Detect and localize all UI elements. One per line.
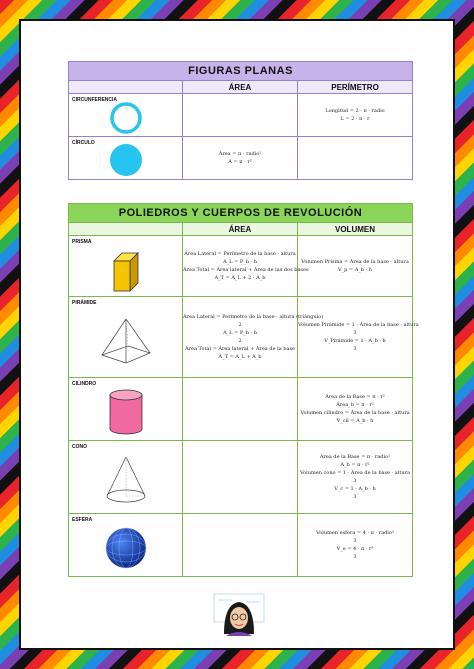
area-formula: Área Lateral = Perímetro de la base · altura A_L = P_b · h Área Total = Área lateral + Área de las dos bases A_T = A_L + 2 · A_b <box>183 251 309 281</box>
area-cell <box>183 441 298 514</box>
perimeter-cell <box>298 137 413 180</box>
row-esfera <box>69 514 413 577</box>
area-formula: Área Lateral = Perímetro de la base · altura (triángulo) 2 A_L = P_b · h 2 Área Total = Área lateral + Área de la base A_T = A_L + A_b <box>183 314 324 360</box>
volume-formula: Volumen Pirámide = 1 · Área de la base · altura 3 V_Pirámide = 1 · A_b · h 3 <box>298 322 419 352</box>
plane-figures-table <box>68 61 413 180</box>
header-empty <box>69 223 183 236</box>
row-prisma <box>69 236 413 297</box>
solids-title: POLIEDROS Y CUERPOS DE REVOLUCIÓN <box>69 204 413 223</box>
row-circunferencia <box>69 94 413 137</box>
volume-formula: Área de la Base = π · radio² A_b = π · r² Volumen cono = 1 · Área de la base · altura 3 V_c = 1 · A_b · h 3 <box>300 454 410 500</box>
perimeter-formula: Longitud = 2 · π · radio L = 2 · π · r <box>325 108 385 122</box>
area-cell <box>183 94 298 137</box>
header-area: ÁREA <box>183 223 298 236</box>
volume-formula: Área de la Base = π · r² Área_b = π · r² Volumen cilindro = Área de la base · altura V_cil = A_b · h <box>300 394 410 424</box>
cylinder-icon <box>106 387 146 437</box>
row-cono <box>69 441 413 514</box>
area-cell <box>183 514 298 577</box>
header-empty <box>69 81 183 94</box>
row-circulo <box>69 137 413 180</box>
header-perimeter: PERÍMETRO <box>298 81 413 94</box>
row-piramide <box>69 297 413 378</box>
volume-formula: Volumen Prisma = Área de la base · altura V_p = A_b · h <box>301 259 409 273</box>
cone-icon <box>103 454 149 506</box>
figure-name: CÍRCULO <box>72 140 95 146</box>
circle-icon <box>108 142 144 178</box>
header-area: ÁREA <box>183 81 298 94</box>
header-volume: VOLUMEN <box>298 223 413 236</box>
pyramid-icon <box>96 315 156 367</box>
figure-name: CILINDRO <box>72 381 97 387</box>
solids-table <box>68 203 419 577</box>
figure-name: CONO <box>72 444 87 450</box>
author-avatar-icon <box>212 590 266 638</box>
prism-icon <box>106 247 146 293</box>
area-formula: Área = π · radio² A = π · r² <box>218 151 262 165</box>
figure-name: PIRÁMIDE <box>72 300 97 306</box>
figure-name: ESFERA <box>72 517 93 523</box>
row-cilindro <box>69 378 413 441</box>
circumference-icon <box>108 100 144 136</box>
figure-name: PRISMA <box>72 239 92 245</box>
area-cell <box>183 378 298 441</box>
volume-formula: Volumen esfera = 4 · π · radio³ 3 V_e = 4 · π · r³ 3 <box>316 530 394 560</box>
plane-figures-title: FIGURAS PLANAS <box>69 62 413 81</box>
sphere-icon <box>103 525 149 571</box>
figure-name: CIRCUNFERENCIA <box>72 97 117 103</box>
